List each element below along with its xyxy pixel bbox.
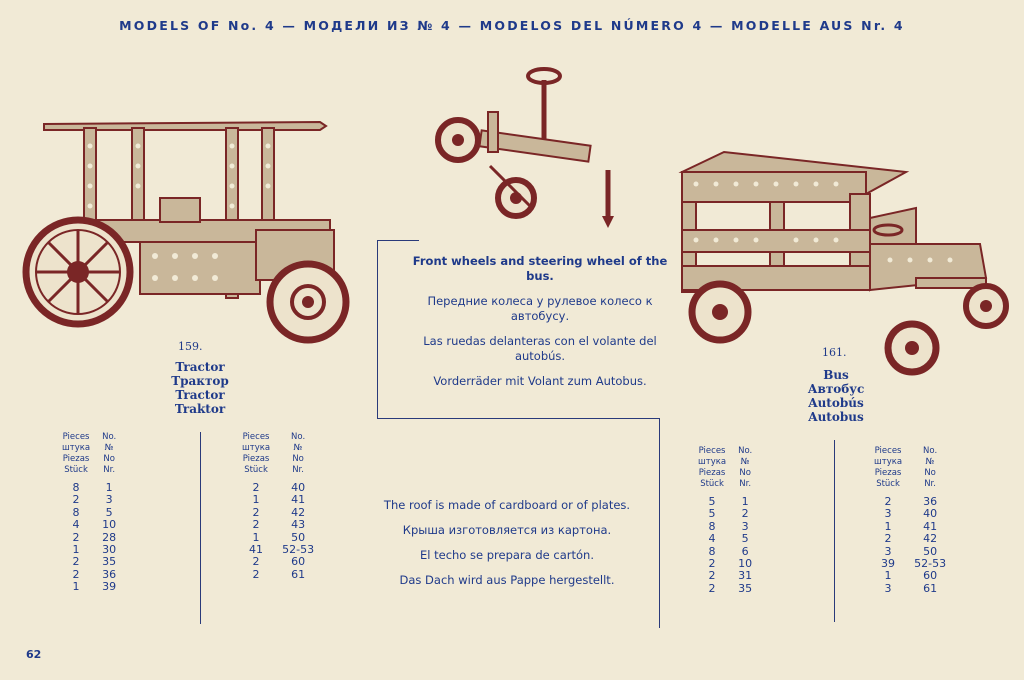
bus-name-ru: Автобус: [807, 382, 865, 396]
tractor-parts-table-right: [236, 432, 320, 581]
tractor-name-en: Tractor: [175, 360, 225, 374]
note-es: El techo se prepara de cartón.: [420, 548, 594, 562]
table-row: 2 43: [252, 518, 306, 532]
note-en: Front wheels and steering wheel of the bus.: [412, 254, 668, 283]
table-row: 3 50: [884, 544, 938, 558]
note-border-bottom: [377, 418, 659, 419]
page-header-title: MODELS OF No. 4 — МОДЕЛИ ИЗ № 4 — MODELOS DEL NÚMERO 4 — MODELLE AUS Nr. 4: [119, 18, 905, 33]
bus-names: [786, 368, 886, 424]
tractor-name-es: Tractor: [175, 388, 225, 402]
bus-name-es: Autobús: [808, 396, 864, 410]
table-row: 2 61: [252, 567, 306, 581]
table-row: 1 41: [252, 493, 306, 507]
front-wheels-illustration: [430, 66, 640, 236]
table-row: 2 40: [252, 481, 306, 494]
table-row: 2 10: [708, 557, 753, 571]
table-row: 1 60: [884, 569, 938, 583]
table-row: 5 2: [708, 507, 749, 521]
table-row: 4 5: [708, 532, 749, 546]
note-ru: Передние колеса у рулевое колесо к автобусу.: [427, 294, 653, 323]
bus-parts-table-left: [692, 446, 758, 595]
number-header: No. № No Nr.: [102, 432, 117, 475]
bus-parts-table-right: [868, 446, 952, 595]
tractor-illustration: [20, 110, 365, 345]
tractor-name-de: Traktor: [174, 402, 226, 416]
table-row: 8 1: [72, 481, 113, 494]
tractor-name-ru: Трактор: [171, 374, 229, 388]
tractor-model-number: 159.: [178, 340, 203, 353]
table-row: 2 35: [72, 555, 117, 569]
note-border-left: [377, 240, 378, 418]
table-row: 8 3: [708, 519, 749, 533]
table-row: 1 41: [884, 519, 938, 533]
table-row: 3 40: [884, 507, 938, 521]
table-row: 2 3: [72, 493, 113, 507]
table-row: 3 61: [884, 581, 938, 595]
table-row: 2 35: [708, 581, 753, 595]
table-row: 1 30: [72, 543, 117, 557]
table-row: 4 10: [72, 518, 117, 532]
number-header: No. № No Nr.: [291, 432, 306, 475]
pieces-header: Pieces штука Piezas Stück: [874, 446, 903, 489]
tractor-names: [150, 360, 250, 416]
note-border-right: [659, 418, 660, 628]
note-en: The roof is made of cardboard or of plates.: [383, 498, 631, 512]
tractor-parts-table-left: [56, 432, 122, 594]
roof-note: [372, 498, 642, 598]
note-ru: Крыша изготовляется из картона.: [402, 523, 612, 537]
table-row: 2 42: [884, 532, 938, 546]
note-de: Das Dach wird aus Pappe hergestellt.: [399, 573, 615, 587]
column-divider: [834, 440, 835, 622]
table-row: 2 42: [252, 505, 306, 519]
pieces-header: Pieces штука Piezas Stück: [62, 432, 91, 475]
bus-name-de: Autobus: [808, 410, 864, 424]
number-header: No. № No Nr.: [738, 446, 753, 489]
note-es: Las ruedas delanteras con el volante del autobús.: [423, 334, 657, 363]
page-number: 62: [26, 648, 42, 661]
note-border-top: [377, 240, 419, 241]
table-row: 5 1: [708, 495, 749, 508]
table-row: 2 60: [252, 555, 306, 569]
pieces-header: Pieces штука Piezas Stück: [242, 432, 271, 475]
table-row: 2 36: [72, 567, 117, 581]
table-row: 2 31: [708, 569, 753, 583]
table-row: 1 39: [72, 580, 117, 594]
column-divider: [200, 432, 201, 624]
table-row: 8 5: [72, 505, 113, 519]
table-row: 2 28: [72, 530, 117, 544]
number-header: No. № No Nr.: [923, 446, 938, 489]
front-wheels-note: [400, 254, 680, 399]
pieces-header: Pieces штука Piezas Stück: [698, 446, 727, 489]
table-row: 2 36: [884, 495, 938, 508]
bus-name-en: Bus: [823, 368, 849, 382]
note-de: Vorderräder mit Volant zum Autobus.: [433, 374, 647, 388]
table-row: 1 50: [252, 530, 306, 544]
table-row: 8 6: [708, 544, 749, 558]
table-row: 41 52-53: [249, 543, 315, 557]
table-row: 39 52-53: [881, 557, 947, 571]
bus-model-number: 161.: [822, 346, 847, 359]
